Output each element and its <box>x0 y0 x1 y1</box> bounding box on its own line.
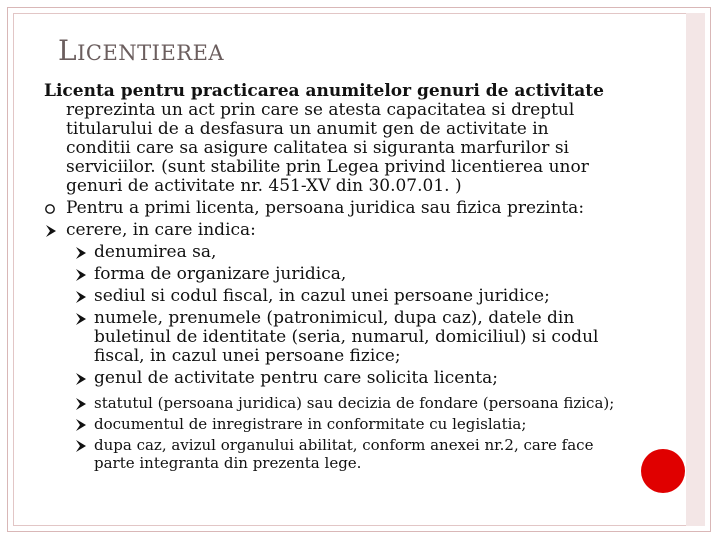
intro-line: genuri de activitate nr. 451-XV din 30.07.01. ) <box>66 176 462 196</box>
content-heading: Licenta pentru practicarea anumitelor genuri de activitate <box>44 81 604 101</box>
sub-item <box>44 265 684 284</box>
intro-paragraph <box>44 101 684 196</box>
title-initial: L <box>58 34 78 67</box>
sub-item <box>44 287 684 306</box>
sub-item-line: buletinul de identitate (seria, numarul, domiciliul) si codul <box>94 327 599 347</box>
slide-content <box>44 82 684 472</box>
sub-item-line: forma de organizare juridica, <box>94 264 347 284</box>
circle-bullet-icon <box>44 200 58 216</box>
sub-item-line: numele, prenumele (patronimicul, dupa caz), datele din <box>94 308 575 328</box>
arrowhead-icon <box>74 395 88 411</box>
list-item-point1 <box>44 199 684 218</box>
sub-item <box>44 309 684 366</box>
slide-title <box>58 34 224 67</box>
sub-item-line: denumirea sa, <box>94 242 217 262</box>
point1-text: Pentru a primi licenta, persoana juridica sau fizica prezinta: <box>66 198 585 218</box>
small-item <box>44 436 684 472</box>
list-item-point2 <box>44 221 684 240</box>
intro-line: titularului de a desfasura un anumit gen de activitate in <box>66 119 549 139</box>
arrowhead-icon <box>74 416 88 432</box>
small-item-line: documentul de inregistrare in conformitate cu legislatia; <box>94 415 527 433</box>
small-item <box>44 415 684 433</box>
arrowhead-icon <box>74 310 88 326</box>
small-item-line: dupa caz, avizul organului abilitat, conform anexei nr.2, care face <box>94 436 594 454</box>
small-item <box>44 394 684 412</box>
arrowhead-icon <box>74 437 88 453</box>
intro-line: serviciilor. (sunt stabilite prin Legea privind licentierea unor <box>66 157 589 177</box>
intro-line: conditii care sa asigure calitatea si siguranta marfurilor si <box>66 138 569 158</box>
sub-item-line: fiscal, in cazul unei persoane fizice; <box>94 346 401 366</box>
small-item-line: statutul (persoana juridica) sau decizia de fondare (persoana fizica); <box>94 394 615 412</box>
arrowhead-icon <box>44 222 58 238</box>
slide-side-band <box>686 13 705 526</box>
arrowhead-icon <box>74 288 88 304</box>
point2-text: cerere, in care indica: <box>66 220 256 240</box>
red-circle-decoration <box>641 449 685 493</box>
title-rest: ICENTIEREA <box>77 41 225 65</box>
arrowhead-icon <box>74 370 88 386</box>
arrowhead-icon <box>74 244 88 260</box>
sub-item-line: genul de activitate pentru care solicita licenta; <box>94 368 498 388</box>
sub-item-line: sediul si codul fiscal, in cazul unei persoane juridice; <box>94 286 550 306</box>
sub-item <box>44 243 684 262</box>
intro-line: reprezinta un act prin care se atesta capacitatea si dreptul <box>66 100 575 120</box>
small-item-line: parte integranta din prezenta lege. <box>94 454 362 472</box>
arrowhead-icon <box>74 266 88 282</box>
sub-item <box>44 369 684 388</box>
